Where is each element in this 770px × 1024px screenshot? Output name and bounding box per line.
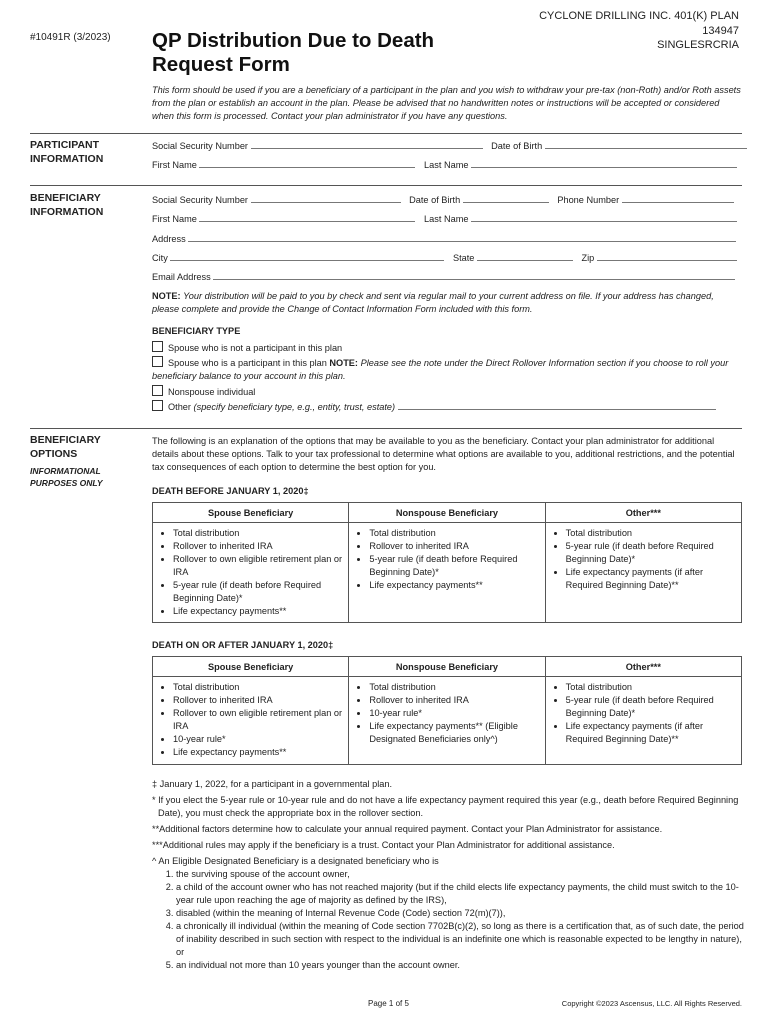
options-table-before (152, 502, 742, 623)
participant-dob-field[interactable] (545, 139, 747, 149)
participant-first-name-label: First Name (152, 160, 197, 170)
after-spouse-cell (153, 677, 349, 765)
list-item: • 5-year rule (if death before Required Beginning Date)* (566, 694, 735, 720)
list-item: • Total distribution (566, 527, 735, 540)
note-text: Your distribution will be paid to you by check and sent via regular mail to your current address on file. If your address has changed, please complete and provide the Change of Contact Information Form included with this form. (152, 291, 714, 314)
list-item: • Life expectancy payments** (Eligible Designated Beneficiaries only^) (369, 720, 538, 746)
beneficiary-email-field[interactable] (213, 270, 735, 280)
list-item: • Life expectancy payments** (369, 579, 538, 592)
list-item: • Total distribution (173, 681, 342, 694)
plan-info (539, 9, 739, 53)
divider (30, 185, 742, 186)
list-item: • Life expectancy payments (if after Required Beginning Date)** (566, 566, 735, 592)
beneficiary-ssn-label: Social Security Number (152, 195, 248, 205)
list-item: • Life expectancy payments (if after Required Beginning Date)** (566, 720, 735, 746)
list-item: • Rollover to inherited IRA (173, 694, 342, 707)
options-table-after (152, 656, 742, 765)
beneficiary-type-heading: BENEFICIARY TYPE (152, 326, 241, 336)
eligible-beneficiary-list (152, 868, 744, 972)
beneficiary-email-label: Email Address (152, 272, 211, 282)
options-explanation: The following is an explanation of the options that may be available to you as the beneficiary. Contact your plan administrator for additional details about these options. Talk to your tax professional to determine what options are available to you, additional restrictions, and the potential tax consequences of each option to determine the best option for you. (152, 436, 735, 472)
list-item: 2. a child of the account owner who has not reached majority (but if the child elects life expectancy payments, the child must switch to the 10-year rule upon reaching the age of majority as defined by the IRS), (176, 881, 744, 907)
after-other-cell (545, 677, 741, 765)
list-item: 3. disabled (within the meaning of Internal Revenue Code (Code) section 72(m)(7)), (176, 907, 744, 920)
before-spouse-cell (153, 523, 349, 623)
beneficiary-state-field[interactable] (477, 251, 573, 261)
list-item: • Rollover to inherited IRA (369, 694, 538, 707)
beneficiary-row-5 (152, 270, 742, 282)
list-item: • Life expectancy payments** (173, 605, 342, 618)
col-other: Other*** (545, 503, 741, 523)
list-item: • Rollover to inherited IRA (173, 540, 342, 553)
plan-code: SINGLESRCRIA (657, 39, 739, 51)
option-hint: (specify beneficiary type, e.g., entity, trust, estate) (193, 402, 396, 412)
beneficiary-last-name-field[interactable] (471, 212, 737, 222)
footnote-star: * If you elect the 5-year rule or 10-year rule and do not have a life expectancy payment required this year (e.g., death before Required Beginning Date), you must check the appropriate box in the rollover section. (152, 795, 739, 818)
beneficiary-row-3 (152, 232, 742, 244)
col-nonspouse: Nonspouse Beneficiary (349, 657, 545, 677)
beneficiary-state-label: State (452, 253, 475, 263)
beneficiary-row-4 (152, 251, 742, 263)
option-label: Other (168, 402, 191, 412)
list-item: • 5-year rule (if death before Required Beginning Date)* (566, 540, 735, 566)
footnotes (152, 778, 744, 972)
other-specify-field[interactable] (398, 400, 716, 410)
participant-last-name-field[interactable] (471, 158, 737, 168)
col-spouse: Spouse Beneficiary (153, 657, 349, 677)
list-item: • 5-year rule (if death before Required Beginning Date)* (173, 579, 342, 605)
list-item: 4. a chronically ill individual (within the meaning of Code section 7702B(c)(2), so long as there is a certification that, as of such date, the period of inability described in such section with respect to the individual is an indefinite one which is reasonable expected to be lengthy in nature), or (176, 920, 744, 959)
beneficiary-type-option (152, 385, 742, 399)
list-item: 1. the surviving spouse of the account owner, (176, 868, 744, 881)
col-nonspouse: Nonspouse Beneficiary (349, 503, 545, 523)
footnote-caret: ^ An Eligible Designated Beneficiary is a designated beneficiary who is (152, 856, 439, 866)
intro-text: This form should be used if you are a beneficiary of a participant in the plan and you wish to withdraw your pre-tax (non-Roth) and/or Roth assets from the plan or establish an account in the plan. Please be advised that no handwritten notes or instructions will be accepted or considered when this form is processed. Contact your plan administrator if you have any questions. (152, 85, 741, 121)
list-item: • 10-year rule* (173, 733, 342, 746)
form-number: #10491R (3/2023) (30, 32, 111, 43)
list-item: • 10-year rule* (369, 707, 538, 720)
participant-row-1 (152, 139, 742, 151)
nonspouse-checkbox[interactable] (152, 385, 163, 396)
beneficiary-phone-field[interactable] (622, 193, 734, 203)
col-other: Other*** (545, 657, 741, 677)
spouse-nonparticipant-checkbox[interactable] (152, 341, 163, 352)
option-label: Spouse who is a participant in this plan (168, 358, 327, 368)
plan-number: 134947 (702, 24, 739, 37)
participant-row-2 (152, 158, 742, 170)
list-item: • Total distribution (369, 681, 538, 694)
participant-dob-label: Date of Birth (491, 141, 543, 151)
beneficiary-row-2 (152, 212, 742, 224)
beneficiary-type-option (152, 400, 742, 414)
note-text: Please see the note under the Direct Rollover Information section if you choose to roll your beneficiary balance to your account in this plan. (152, 358, 729, 381)
divider (30, 428, 742, 429)
beneficiary-phone-label: Phone Number (557, 195, 620, 205)
beneficiary-first-name-field[interactable] (199, 212, 415, 222)
beneficiary-address-field[interactable] (188, 232, 736, 242)
beneficiary-type-option (152, 356, 742, 383)
option-label: Spouse who is not a participant in this plan (168, 343, 343, 353)
page-title: QP Distribution Due to Death Request Form (152, 29, 435, 76)
copyright: Copyright ©2023 Ascensus, LLC. All Rights Reserved. (561, 999, 742, 1008)
beneficiary-address-label: Address (152, 234, 186, 244)
list-item: • Total distribution (369, 527, 538, 540)
list-item: • Life expectancy payments** (173, 746, 342, 759)
beneficiary-city-label: City (152, 253, 168, 263)
footnote-double-star: **Additional factors determine how to calculate your annual required payment. Contact your Plan Administrator for assistance. (152, 824, 663, 834)
participant-ssn-label: Social Security Number (152, 141, 248, 151)
beneficiary-row-1 (152, 193, 742, 205)
death-after-heading: DEATH ON OR AFTER JANUARY 1, 2020‡ (152, 640, 334, 650)
beneficiary-zip-field[interactable] (597, 251, 737, 261)
other-checkbox[interactable] (152, 400, 163, 411)
beneficiary-section-heading: BENEFICIARY INFORMATION (30, 192, 104, 218)
options-section-heading: BENEFICIARY OPTIONS INFORMATIONAL PURPOSES ONLY (30, 434, 103, 488)
list-item: • Total distribution (173, 527, 342, 540)
beneficiary-zip-label: Zip (581, 253, 595, 263)
list-item: • Rollover to own eligible retirement plan or IRA (173, 553, 342, 579)
participant-section-heading: PARTICIPANT INFORMATION (30, 139, 104, 165)
list-item: • Rollover to own eligible retirement plan or IRA (173, 707, 342, 733)
before-other-cell (545, 523, 741, 623)
list-item: • Total distribution (566, 681, 735, 694)
footnote-dagger: ‡ January 1, 2022, for a participant in a governmental plan. (152, 779, 393, 789)
note-label: NOTE: (329, 358, 358, 368)
spouse-participant-checkbox[interactable] (152, 356, 163, 367)
death-before-heading: DEATH BEFORE JANUARY 1, 2020‡ (152, 486, 309, 496)
participant-ssn-field[interactable] (251, 139, 483, 149)
beneficiary-ssn-field[interactable] (251, 193, 401, 203)
list-item: 5. an individual not more than 10 years younger than the account owner. (176, 959, 744, 972)
option-label: Nonspouse individual (168, 387, 256, 397)
plan-name: CYCLONE DRILLING INC. 401(K) PLAN (539, 10, 739, 22)
participant-first-name-field[interactable] (199, 158, 415, 168)
page-number: Page 1 of 5 (368, 999, 409, 1008)
beneficiary-dob-field[interactable] (463, 193, 549, 203)
beneficiary-note (152, 290, 742, 316)
beneficiary-first-name-label: First Name (152, 214, 197, 224)
list-item: • 5-year rule (if death before Required Beginning Date)* (369, 553, 538, 579)
participant-last-name-label: Last Name (424, 160, 469, 170)
divider (30, 133, 742, 134)
list-item: • Rollover to inherited IRA (369, 540, 538, 553)
col-spouse: Spouse Beneficiary (153, 503, 349, 523)
beneficiary-dob-label: Date of Birth (409, 195, 461, 205)
before-nonspouse-cell (349, 523, 545, 623)
after-nonspouse-cell (349, 677, 545, 765)
beneficiary-last-name-label: Last Name (424, 214, 469, 224)
footnote-triple-star: ***Additional rules may apply if the beneficiary is a trust. Contact your Plan Administrator for additional assistance. (152, 840, 615, 850)
beneficiary-city-field[interactable] (170, 251, 444, 261)
beneficiary-type-option (152, 341, 742, 355)
note-label: NOTE: (152, 291, 181, 301)
